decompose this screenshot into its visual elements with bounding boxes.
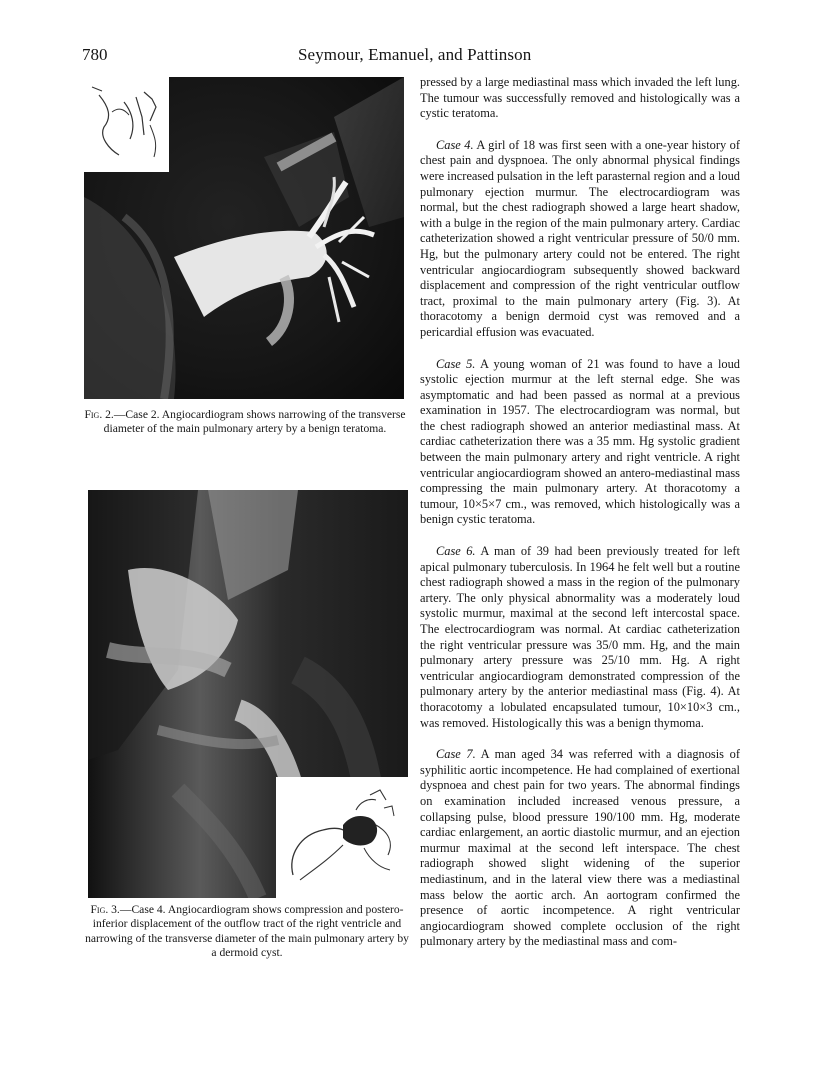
figure-2-caption	[84, 408, 406, 437]
right-column-text	[420, 75, 740, 950]
figure-2-image	[84, 77, 404, 399]
figure-3-caption-text: —Case 4. Angiocardiogram shows compression and postero-inferior displacement of the outflow tract of the right ventricle and narrowing of the transverse diameter of the main pulmonary artery by a dermoid cyst.	[85, 903, 409, 960]
paragraph-case-4	[420, 138, 740, 341]
case-7-label: Case 7.	[436, 747, 476, 762]
figure-2-label: Fig. 2.	[84, 408, 114, 421]
running-head: Seymour, Emanuel, and Pattinson	[298, 45, 532, 64]
case-6-label: Case 6.	[436, 544, 476, 559]
case-4-label: Case 4.	[436, 137, 474, 152]
figure-3-caption	[84, 903, 410, 961]
paragraph-continuation: pressed by a large mediastinal mass which invaded the left lung. The tumour was successfully removed and histologically was a cystic teratoma.	[420, 75, 740, 121]
figure-2-caption-text: —Case 2. Angiocardiogram shows narrowing of the transverse diameter of the main pulmonary artery by a benign teratoma.	[103, 408, 406, 436]
case-4-text: A girl of 18 was first seen with a one-year history of chest pain and dyspnoea. The only abnormal physical findings were increased pulsation in the left parasternal region and a loud pulmonary ejection murmur. The electrocardiogram was normal, but the chest radiograph showed a large heart shadow, with a bulge in the region of the main pulmonary artery. Cardiac catheterization showed a right ventricular pressure of 50/0 mm. Hg, but the pulmonary artery could not be entered. The right ventricular angiocardiogram subsequently showed backward displacement and compression of the right ventricular outflow tract, proximal to the main pulmonary artery (Fig. 3). At thoracotomy a benign dermoid cyst was removed and a pericardial effusion was evacuated.	[420, 137, 740, 339]
case-7-text: A man aged 34 was referred with a diagnosis of syphilitic aortic incompetence. He had complained of exertional dyspnoea and chest pain for two years. The abnormal findings on examination included increased venous pressure, a collapsing pulse, blood pressure 190/100 mm. Hg, moderate cardiac enlargement, an aortic diastolic murmur, and an ejection murmur maximal at the second left interspace. The chest radiograph showed slight widening of the superior mediastinum, and in the lateral view there was a mediastinal mass below the aortic arch. An aortogram confirmed the presence of aortic incompetence. A right ventricular angiocardiogram showed complete occlusion of the right pulmonary artery by the mediastinal mass and com-	[420, 747, 740, 949]
paragraph-case-7	[420, 747, 740, 950]
case-5-label: Case 5.	[436, 356, 476, 371]
page-number: 780	[82, 45, 108, 64]
paragraph-case-5	[420, 357, 740, 529]
case-6-text: A man of 39 had been previously treated for left apical pulmonary tuberculosis. In 1964 he felt well but a routine chest radiograph showed a mass in the region of the pulmonary artery. The only physical abnormality was a moderately loud systolic murmur, maximal at the second left intercostal space. The electrocardiogram was normal. At cardiac catheterization the right ventricular pressure was 35/0 mm. Hg, and the main pulmonary artery pressure was 25/10 mm. Hg. A right ventricular angiocardiogram demonstrated compression of the pulmonary artery by the anterior mediastinal mass (Fig. 4). At thoracotomy a lobulated encapsulated tumour, 10×10×3 cm., was removed. Histologically this was a benign thymoma.	[420, 544, 740, 730]
figure-3-image	[88, 490, 408, 898]
case-5-text: A young woman of 21 was found to have a loud systolic ejection murmur at the left sternal edge. She was asymptomatic and had been passed as normal at a previous examination in 1957. The electrocardiogram was normal, but the chest radiograph showed an anterior mediastinal mass. At cardiac catheterization there was a 35 mm. Hg systolic gradient between the main pulmonary artery and right ventricle. A right ventricular angiocardiogram showed an antero-mediastinal mass compressing the main pulmonary artery. At thoracotomy a tumour, 10×5×7 cm., was removed, which histologically was a benign cystic teratoma.	[420, 356, 740, 527]
figure-3-label: Fig. 3.	[90, 903, 120, 916]
paragraph-case-6	[420, 544, 740, 731]
